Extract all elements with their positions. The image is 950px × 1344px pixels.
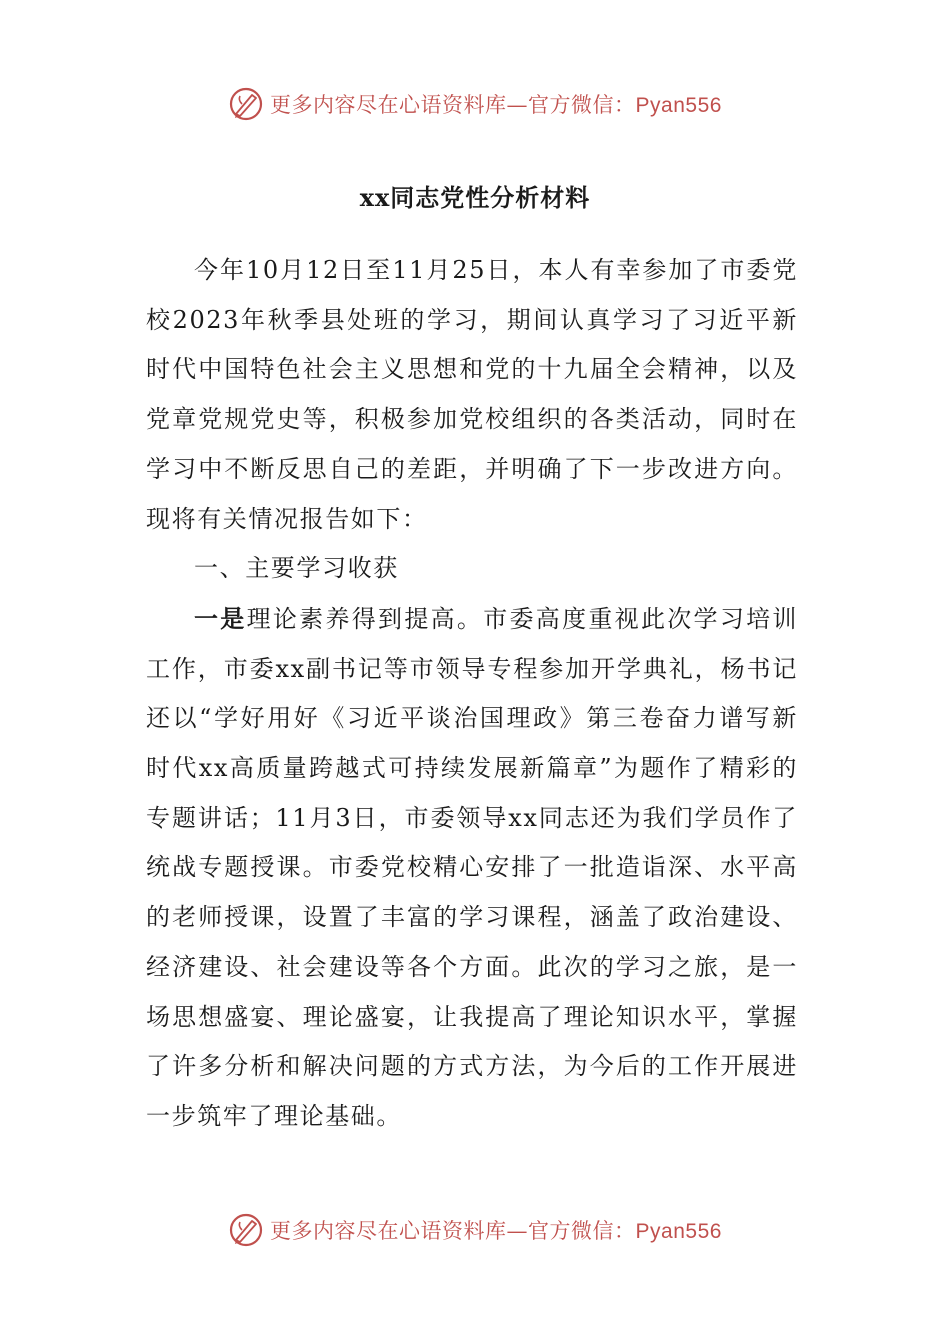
banner-text <box>270 1215 722 1245</box>
document-title: xx同志党性分析材料 <box>359 183 591 212</box>
paragraph-1 <box>146 594 798 1142</box>
banner-text <box>270 89 722 119</box>
banner-site-name: 更多内容尽在心语资料库 <box>270 1219 507 1243</box>
pen-circle-logo-icon <box>228 1212 264 1248</box>
banner-wechat-label: 官方微信： <box>528 1219 636 1243</box>
footer-banner <box>0 1208 950 1252</box>
pen-circle-logo-icon <box>228 86 264 122</box>
header-banner <box>0 82 950 126</box>
banner-wechat-id: Pyan556 <box>635 1220 722 1243</box>
paragraph-1-body: 理论素养得到提高。市委高度重视此次学习培训工作，市委xx副书记等市领导专程参加开学典礼，杨书记还以“学好用好《习近平谈治国理政》第三卷奋力谱写新时代xx高质量跨越式可持续发展新篇章”为题作了精彩的专题讲话；11月3日，市委领导xx同志还为我们学员作了统战专题授课。市委党校精心安排了一批造诣深、水平高的老师授课，设置了丰富的学习课程，涵盖了政治建设、经济建设、社会建设等各个方面。此次的学习之旅，是一场思想盛宴、理论盛宴，让我提高了理论知识水平，掌握了许多分析和解决问题的方式方法，为今后的工作开展进一步筑牢了理论基础。 <box>146 604 798 1130</box>
document-body <box>146 246 798 1142</box>
paragraph-1-lead: 一是 <box>194 603 247 633</box>
section-heading: 一、主要学习收获 <box>194 554 399 583</box>
banner-wechat-id: Pyan556 <box>635 94 722 117</box>
banner-site-name: 更多内容尽在心语资料库 <box>270 93 507 117</box>
banner-separator: — <box>506 93 529 117</box>
banner-separator: — <box>506 1219 529 1243</box>
intro-paragraph: 今年10月12日至11月25日，本人有幸参加了市委党校2023年秋季县处班的学习，期间认真学习了习近平新时代中国特色社会主义思想和党的十九届全会精神，以及党章党规党史等，积极参加党校组织的各类活动，同时在学习中不断反思自己的差距，并明确了下一步改进方向。现将有关情况报告如下： <box>146 256 798 533</box>
banner-wechat-label: 官方微信： <box>528 93 636 117</box>
